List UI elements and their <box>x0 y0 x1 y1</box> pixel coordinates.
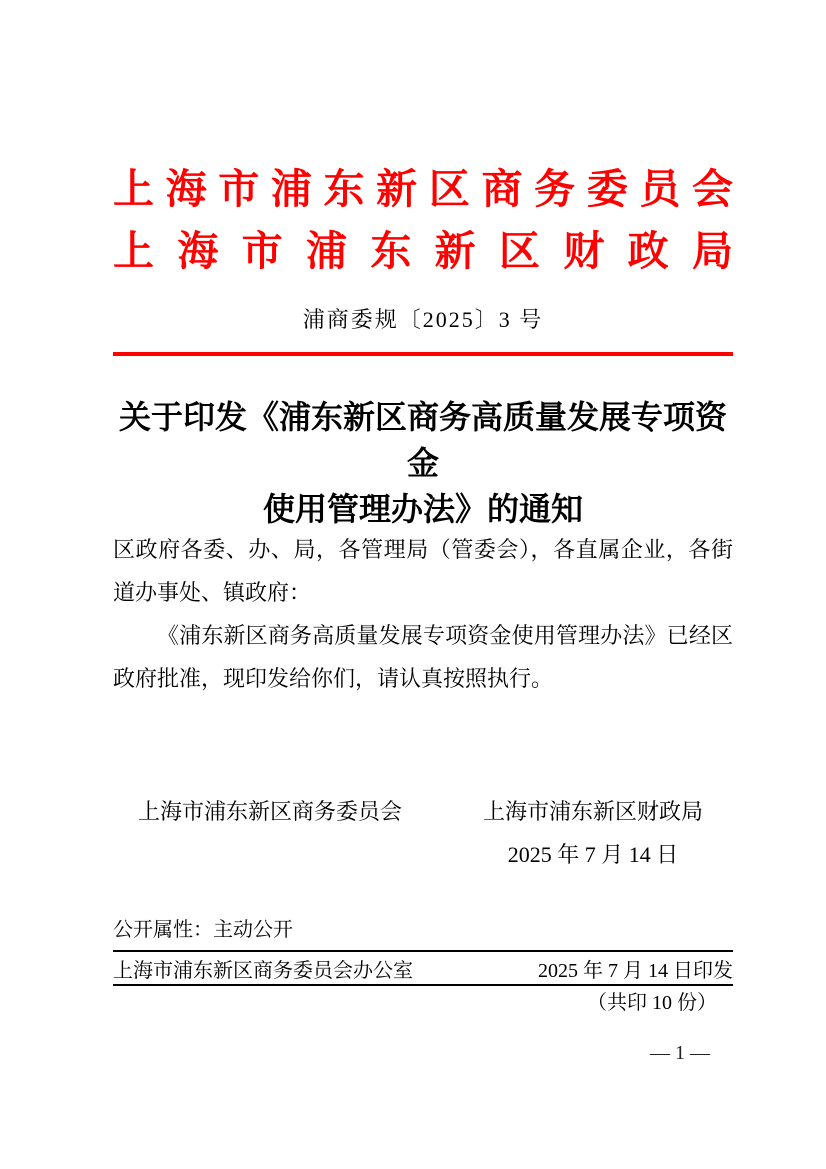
document-body <box>113 528 733 700</box>
salutation-line: 区政府各委、办、局，各管理局（管委会），各直属企业，各街道办事处、镇政府： <box>113 537 733 605</box>
signature-right-org: 上海市浦东新区财政局 <box>482 799 703 824</box>
signature-right-column <box>482 790 704 876</box>
org-name-line-2: 上海市浦东新区财政局 <box>113 228 733 274</box>
page-number: — 1 — <box>650 1042 710 1064</box>
print-date: 2025 年 7 月 14 日印发 <box>538 959 733 982</box>
title-line-2: 使用管理办法》的通知 <box>262 491 583 527</box>
body-paragraph: 《浦东新区商务高质量发展专项资金使用管理办法》已经区政府批准，现印发给你们，请认真按照执行。 <box>113 623 733 691</box>
document-title <box>113 394 733 532</box>
signature-date: 2025 年 7 月 14 日 <box>507 842 679 867</box>
title-line-1: 关于印发《浦东新区商务高质量发展专项资金 <box>118 399 727 481</box>
issuing-authority-header <box>113 158 733 282</box>
print-copies-note: （共印 10 份） <box>587 992 717 1014</box>
document-number: 浦商委规〔2025〕3 号 <box>302 307 544 332</box>
signature-block <box>113 790 733 876</box>
imprint-rule-bottom <box>113 984 733 986</box>
signature-left-org: 上海市浦东新区商务委员会 <box>138 799 403 824</box>
imprint-row <box>113 952 733 984</box>
org-name-line-1: 上海市浦东新区商务委员会 <box>113 166 733 212</box>
red-separator-rule <box>113 352 733 356</box>
publicity-attribute: 公开属性：主动公开 <box>113 919 293 941</box>
issuing-office: 上海市浦东新区商务委员会办公室 <box>113 959 413 982</box>
